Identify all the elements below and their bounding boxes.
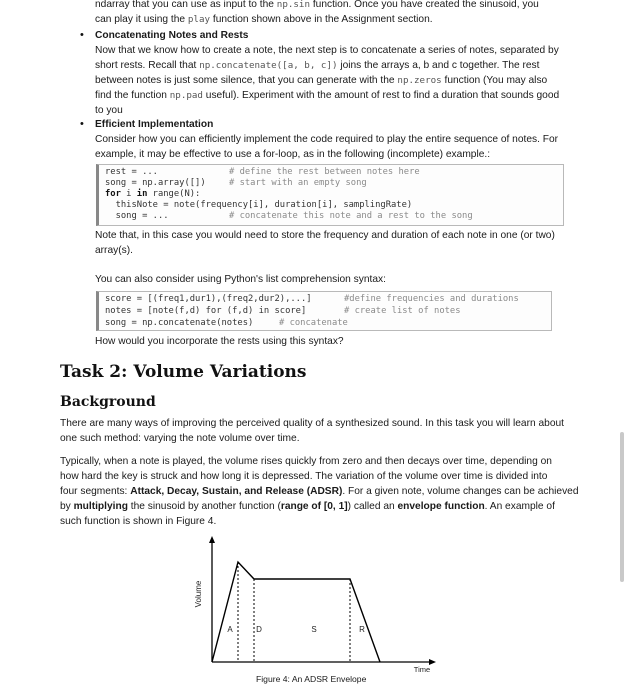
comprehension-intro: You can also consider using Python's list comprehension syntax: bbox=[95, 274, 386, 285]
code-line: rest = ... bbox=[105, 167, 158, 177]
task2-title: Task 2: Volume Variations bbox=[60, 362, 307, 382]
code-block-comprehension bbox=[96, 291, 552, 331]
background-p2-line5: such function is shown in Figure 4. bbox=[60, 516, 217, 527]
scrollbar-thumb[interactable] bbox=[620, 432, 624, 582]
code-line: thisNote = note(frequency[i], duration[i], samplingRate) bbox=[105, 200, 413, 210]
bullet-icon: • bbox=[80, 118, 84, 130]
efficient-line1: Consider how you can efficiently implement the code required to play the entire sequence of notes. For bbox=[95, 134, 559, 145]
background-heading: Background bbox=[60, 394, 156, 410]
code-comment: #define frequencies and durations bbox=[344, 294, 519, 304]
top-text-line2: can play it using the play function shown above in the Assignment section. bbox=[95, 14, 433, 25]
code-comment: # concatenate bbox=[279, 318, 348, 328]
efficient-line2: example, it may be effective to use a for-loop, as in the following (incomplete) example.: bbox=[95, 149, 491, 160]
background-p2-line2: how hard the key is struck and how long it is depressed. The variation of the volume over time is divided into bbox=[60, 471, 548, 482]
code-line: notes = [note(f,d) for (f,d) in score] bbox=[105, 306, 307, 316]
code-comment: # create list of notes bbox=[344, 306, 461, 316]
segment-label-release: R bbox=[359, 625, 365, 634]
adsr-figure bbox=[190, 532, 450, 692]
concat-heading: Concatenating Notes and Rests bbox=[95, 30, 249, 41]
background-p2-line4: by multiplying the sinusoid by another function (range of [0, 1]) called an envelope function. An example of bbox=[60, 501, 555, 512]
x-axis-label: Time bbox=[413, 665, 431, 674]
background-p2-line3: four segments: Attack, Decay, Sustain, and Release (ADSR). For a given note, volume changes can be achieved bbox=[60, 486, 579, 497]
note-line2: array(s). bbox=[95, 245, 133, 256]
code-comment: # concatenate this note and a rest to the song bbox=[229, 211, 473, 221]
y-axis-arrow-icon bbox=[209, 536, 215, 543]
background-p2-line1: Typically, when a note is played, the volume rises quickly from zero and then decays over time, depending on bbox=[60, 456, 552, 467]
note-line1: Note that, in this case you would need to store the frequency and duration of each note in one (or two) bbox=[95, 230, 555, 241]
top-text-line1: ndarray that you can use as input to the np.sin function. Once you have created the sinusoid, you bbox=[95, 0, 539, 10]
code-comment: # define the rest between notes here bbox=[229, 167, 420, 177]
adsr-envelope-line bbox=[212, 562, 380, 662]
concat-line5: to you bbox=[95, 105, 123, 116]
bullet-icon: • bbox=[80, 29, 84, 41]
code-line: song = ... bbox=[105, 211, 169, 221]
code-line: song = np.array([]) bbox=[105, 178, 206, 188]
concat-line1: Now that we know how to create a note, the next step is to concatenate a series of notes, separated by bbox=[95, 45, 559, 56]
concat-line2: short rests. Recall that np.concatenate([a, b, c]) joins the arrays a, b and c together. The rest bbox=[95, 60, 540, 71]
code-block-loop bbox=[96, 164, 564, 226]
concat-line4: find the function np.pad useful). Experiment with the amount of rest to find a duration that sounds good bbox=[95, 90, 560, 101]
background-p1-line2: one such method: varying the note volume over time. bbox=[60, 433, 300, 444]
concat-line3: between notes is just some silence, that you can generate with the np.zeros function (You may also bbox=[95, 75, 548, 86]
code-comment: # start with an empty song bbox=[229, 178, 367, 188]
segment-label-attack: A bbox=[227, 625, 233, 634]
efficient-heading: Efficient Implementation bbox=[95, 119, 214, 130]
figure-caption: Figure 4: An ADSR Envelope bbox=[256, 674, 367, 684]
code-line: song = np.concatenate(notes) bbox=[105, 318, 254, 328]
segment-label-decay: D bbox=[256, 625, 262, 634]
segment-label-sustain: S bbox=[311, 625, 317, 634]
code-line: score = [(freq1,dur1),(freq2,dur2),...] bbox=[105, 294, 312, 304]
code-line: for i in range(N): bbox=[105, 189, 201, 199]
background-p1-line1: There are many ways of improving the perceived quality of a synthesized sound. In this task you will learn about bbox=[60, 418, 564, 429]
comprehension-question: How would you incorporate the rests using this syntax? bbox=[95, 336, 344, 347]
y-axis-label: Volume bbox=[194, 580, 203, 608]
